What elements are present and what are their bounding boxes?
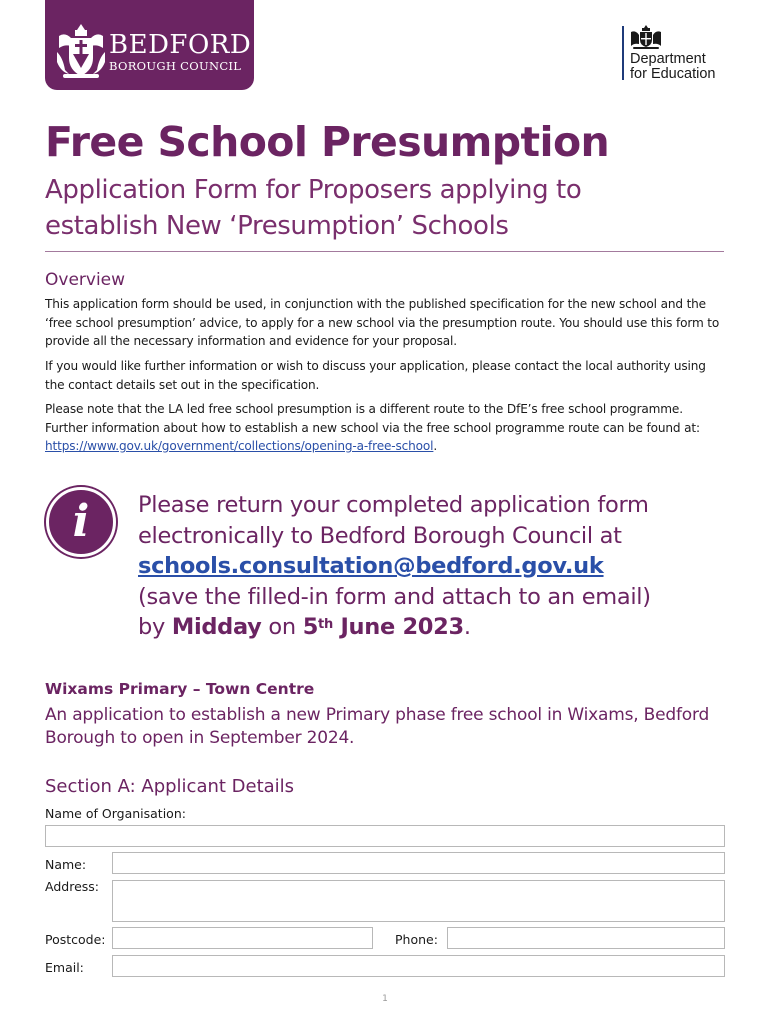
overview-paragraph-1: This application form should be used, in conjunction with the published specification for the new school and the ‘free school presumption’ advice, to apply for a new school via the presumption route. You should use this form to provide all the necessary information and evidence for your proposal. (45, 297, 720, 348)
info-icon-glyph: i (72, 496, 90, 547)
email-field[interactable] (112, 955, 725, 977)
page-title: Free School Presumption (45, 118, 610, 166)
callout-day-suffix: th (318, 617, 333, 632)
dfe-logo-bar (622, 26, 624, 80)
council-name: BEDFORD (109, 30, 252, 60)
name-field[interactable] (112, 852, 725, 874)
return-instructions-callout (138, 490, 738, 643)
dfe-logo-text (630, 52, 715, 82)
consultation-email-link[interactable]: schools.consultation@bedford.gov.uk (138, 553, 604, 579)
page-number: 1 (382, 994, 388, 1004)
callout-midday: Midday (171, 614, 262, 640)
callout-by: by (138, 614, 172, 640)
school-heading: Wixams Primary – Town Centre (45, 680, 315, 698)
bedford-crest-icon (55, 22, 107, 80)
council-subtitle: BOROUGH COUNCIL (109, 59, 242, 73)
callout-date (303, 614, 464, 640)
postcode-field[interactable] (112, 927, 373, 949)
dfe-line-2: for Education (630, 66, 716, 82)
address-field[interactable] (112, 880, 725, 922)
callout-line-2: (save the filled-in form and attach to an email) (138, 583, 651, 610)
organisation-label: Name of Organisation: (45, 806, 186, 821)
name-label: Name: (45, 857, 87, 872)
bedford-borough-council-logo (45, 0, 254, 90)
overview-paragraph-3-text: Please note that the LA led free school presumption is a different route to the DfE’s free school programme. Further information about how to establish a new school via the free school programme route can be found at: (45, 402, 700, 435)
callout-month-year: June 2023 (332, 614, 464, 640)
divider (45, 251, 724, 252)
postcode-label: Postcode: (45, 932, 106, 947)
overview-paragraph-3-end: . (433, 439, 438, 453)
page-subtitle: Application Form for Proposers applying to establish New ‘Presumption’ Schools (45, 175, 582, 241)
overview-paragraph-2: If you would like further information or wish to discuss your application, please contact the local authority using the contact details set out in the specification. (45, 359, 706, 392)
school-description: An application to establish a new Primary phase free school in Wixams, Bedford Borough to open in September 2024. (45, 705, 710, 748)
organisation-name-field[interactable] (45, 825, 725, 847)
address-label: Address: (45, 879, 99, 894)
info-icon (46, 487, 116, 557)
overview-heading: Overview (45, 270, 126, 290)
overview-paragraph-3 (45, 400, 725, 456)
opening-free-school-link[interactable]: https://www.gov.uk/government/collections/opening-a-free-school (45, 439, 434, 453)
phone-label: Phone: (395, 932, 438, 947)
callout-end: . (463, 614, 471, 640)
callout-day: 5 (302, 614, 319, 640)
section-a-heading: Section A: Applicant Details (45, 776, 295, 797)
phone-field[interactable] (447, 927, 725, 949)
callout-line-1: Please return your completed application form electronically to Bedford Borough Council at (138, 492, 649, 549)
royal-coat-of-arms-icon (629, 24, 663, 50)
callout-on: on (261, 614, 303, 640)
dfe-line-1: Department (630, 51, 706, 67)
email-label: Email: (45, 960, 84, 975)
